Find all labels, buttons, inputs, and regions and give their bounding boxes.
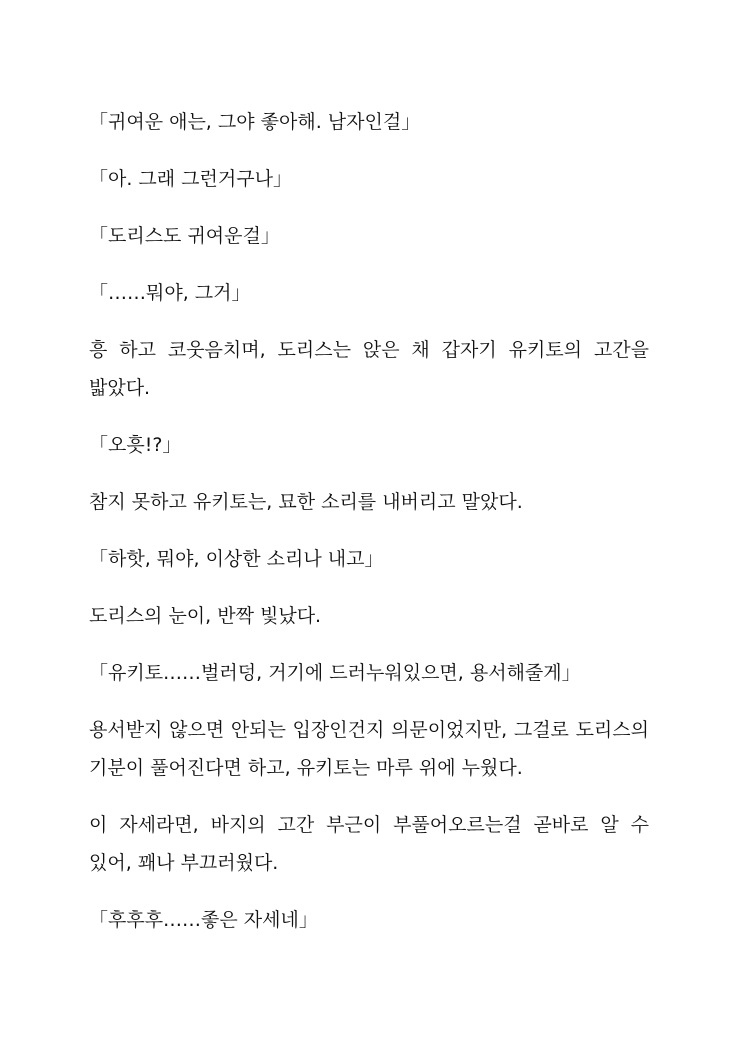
paragraph: 용서받지 않으면 안되는 입장인건지 의문이었지만, 그걸로 도리스의 기분이 풀어진다면 하고, 유키토는 마루 위에 누웠다. [89,719,649,779]
paragraph: 「유키토……벌러덩, 거기에 드러누워있으면, 용서해줄게」 [89,662,581,684]
paragraph: 참지 못하고 유키토는, 묘한 소리를 내버리고 말았다. [89,491,523,513]
paragraph: 「아. 그래 그런거구나」 [89,168,292,190]
paragraph: 도리스의 눈이, 반짝 빛났다. [89,605,322,627]
paragraph: 「귀여운 애는, 그야 좋아해. 남자인걸」 [89,111,421,133]
document-body [89,103,649,958]
paragraph: 흥 하고 코웃음치며, 도리스는 앉은 채 갑자기 유키토의 고간을 밟았다. [89,339,649,399]
paragraph: 「하핫, 뭐야, 이상한 소리나 내고」 [89,548,384,570]
paragraph: 이 자세라면, 바지의 고간 부근이 부풀어오르는걸 곧바로 알 수 있어, 꽤나 부끄러웠다. [89,814,649,874]
paragraph: 「후후후……좋은 자세네」 [89,909,318,931]
paragraph: 「오흣!?」 [89,434,182,456]
paragraph: 「도리스도 귀여운걸」 [89,225,280,247]
paragraph: 「……뭐야, 그거」 [89,282,251,304]
